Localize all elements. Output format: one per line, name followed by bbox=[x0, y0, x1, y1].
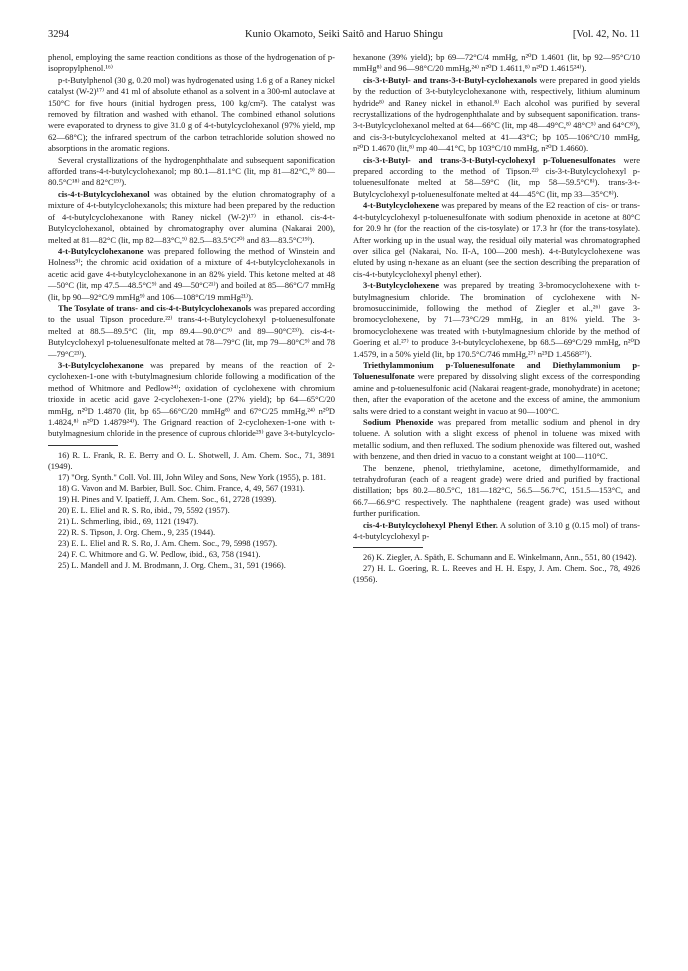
compound-heading: 4-t-Butylcyclohexanone bbox=[58, 245, 144, 256]
footnote: 23) E. L. Eliel and R. S. Ro, J. Am. Chem. Soc., 79, 5998 (1957). bbox=[58, 538, 278, 548]
compound-heading: 3-t-Butylcyclohexanone bbox=[58, 359, 144, 370]
footnote: 16) R. L. Frank, R. E. Berry and O. L. Shotwell, J. Am. Chem. Soc., 71, 3891 (1949). bbox=[48, 450, 335, 471]
footnote: 18) G. Vavon and M. Barbier, Bull. Soc. Chim. France, 4, 49, 567 (1931). bbox=[58, 483, 305, 493]
compound-heading: 3-t-Butylcyclohexene bbox=[363, 280, 440, 291]
paragraph-text: was prepared by means of the reaction of 2-cyclohexen-1-one with t-butylmagnesium chloride following a modification of the method of Whitmore and Pedlow²⁴⁾; oxidation of cyclohexene with chromium trioxide in acetic acid gave 2-cyclohexen-1-one (27% yield); bp 64—65°C/20 mmHg, n²⁰D 1.4870 (lit, bp 65—66°C/20 mmHg⁸⁾ and 67°C/25 mmHg,²⁴⁾ n²⁰D 1.4824,⁸⁾ n²⁰D 1.4879²⁴⁾). The Grignard reaction of 2-cyclohexen-1-one with t-butylmagnesium chloride in the presence of cuprous chloride²⁵⁾ gave 3-t-butylcyclo- bbox=[48, 359, 335, 439]
paragraph bbox=[353, 200, 640, 280]
paragraph: phenol, employing the same reaction conditions as those of the hydrogenation of p-isopropylphenol.¹⁶⁾ bbox=[48, 52, 335, 74]
paragraph bbox=[48, 246, 335, 303]
paragraph-text: was prepared by means of the E2 reaction of cis- or trans-4-t-butylcyclohexyl p-toluenesulfonate with sodium phenoxide in acetone at 80°C for 20.9 hr (for the reaction of the cis-tosylate) or 17.3 hr (for the trans-tosylate). After working up in the usual way, the residual oily material was chromatographed over silica gel (Nakarai, No. II-A, 100—200 mesh). 4-t-Butylcyclohexene was eluted by using n-hexane as an eluant (see the section describing the preparation of cis-4-t-butylcyclohexyl phenyl ether). bbox=[353, 200, 640, 279]
paragraph bbox=[353, 155, 640, 201]
compound-heading: The Tosylate of trans- and cis-4-t-Butylcyclohexanols bbox=[58, 302, 252, 313]
left-column bbox=[48, 52, 335, 571]
compound-heading: cis-3-t-Butyl- and trans-3-t-Butyl-cyclohexanols bbox=[363, 74, 537, 85]
footnote: 17) "Org. Synth." Coll. Vol. III, John Wiley and Sons, New York (1955), p. 181. bbox=[58, 472, 326, 482]
footnotes-right bbox=[353, 552, 640, 585]
footnote: 19) H. Pines and V. Ipatieff, J. Am. Chem. Soc., 61, 2728 (1939). bbox=[58, 494, 277, 504]
paragraph: p-t-Butylphenol (30 g, 0.20 mol) was hydrogenated using 1.6 g of a Raney nickel catalyst (W-2)¹⁷⁾ and 41 ml of absolute ethanol as a solvent in a 300-ml autoclave at 150°C for five hours (initial hydrogen press, 100 kg/cm²). The catalyst was removed by filtration and washed with ethanol. The combined ethanol solutions were evaporated to dryness to give 31.0 g of 4-t-butylcyclohexanol (97% yield, mp 62—68°C); the infrared spectrum of the carbon tetrachloride solution showed no absorptions in the aromatic regions. bbox=[48, 74, 335, 154]
paragraph bbox=[353, 280, 640, 360]
compound-heading: cis-3-t-Butyl- and trans-3-t-Butyl-cyclohexyl p-Toluenesulfonates bbox=[363, 154, 616, 165]
compound-heading: cis-4-t-Butylcyclohexyl Phenyl Ether. bbox=[363, 519, 498, 530]
paragraph-text: was prepared according to the usual Tipson procedure.²²⁾ trans-4-t-Butylcyclohexyl p-toluenesulfonate melted at 88.5—89.5°C (lit, mp 89.4—90.0°C⁹⁾ and 89—90°C²³⁾). cis-4-t-Butylcyclohexyl p-toluenesulfonate melted at 78—79°C (lit, mp 79—80°C⁹⁾ and 78—79°C²³⁾). bbox=[48, 302, 335, 359]
page-number: 3294 bbox=[48, 29, 69, 40]
compound-heading: Sodium Phenoxide bbox=[363, 417, 434, 427]
paragraph bbox=[48, 189, 335, 246]
footnote-divider bbox=[353, 547, 423, 548]
paragraph bbox=[353, 417, 640, 463]
paragraph-text: was prepared by treating 3-bromocyclohexene with t-butylmagnesium chloride. The bromination of cyclohexene with N-bromosuccinimide, following the method of Ziegler et al.,²⁶⁾ gave 3-bromocyclohexene, by 71—73°C/29 mmHg, in an 81% yield. The 3-bromocyclohexene was treated with t-butylmagnesium chloride by the method of Goering et al.²⁷⁾ to produce 3-t-butylcyclohexene, bp 68.5—69°C/29 mmHg, n²⁰D 1.4579, in a 50% yield (lit, bp 170.5°C/746 mmHg,²⁷⁾ n²⁵D 1.4568²⁷⁾). bbox=[353, 280, 640, 359]
paragraph-text: was obtained by the elution chromatography of a mixture of 4-t-butylcyclohexanols; this mixture had been prepared by the reduction of 4-t-butylcyclohexanone with Raney nickel (W-2)¹⁷⁾ in ethanol. cis-4-t-Butylcyclohexanol, obtained by chromatography over alumina (Nakarai 200), melted at 81—82°C (lit, mp 82—83°C,⁹⁾ 82.5—83.5°C²⁰⁾ and 83—83.5°C¹⁹⁾). bbox=[48, 188, 335, 245]
volume-info: [Vol. 42, No. 11 bbox=[572, 29, 640, 40]
paragraph bbox=[353, 75, 640, 155]
paragraph bbox=[48, 303, 335, 360]
paragraph: hexanone (39% yield); bp 69—72°C/4 mmHg, n²⁰D 1.4601 (lit, bp 92—95°C/10 mmHg⁸⁾ and 96—98°C/20 mmHg,²⁴⁾ n²⁰D 1.4611,⁸⁾ n²⁰D 1.4615²⁴⁾). bbox=[353, 52, 640, 74]
paragraph: Several crystallizations of the hydrogenphthalate and subsequent saponification afforded trans-4-t-butylcyclohexanol; mp 80.1—81.1°C (lit, mp 81—82°C,⁹⁾ 80—80.5°C¹⁸⁾ and 82°C¹⁹⁾). bbox=[48, 154, 335, 188]
footnote: 27) H. L. Goering, R. L. Reeves and H. H. Espy, J. Am. Chem. Soc., 78, 4926 (1956). bbox=[353, 564, 640, 585]
right-column bbox=[353, 52, 640, 585]
running-header bbox=[48, 28, 640, 42]
footnote-divider bbox=[48, 445, 118, 446]
compound-heading: Triethylammonium p-Toluenesulfonate and Diethylammonium p-Toluenesulfonate bbox=[353, 359, 640, 382]
footnote: 21) L. Schmerling, ibid., 69, 1121 (1947). bbox=[58, 516, 199, 526]
footnote: 26) K. Ziegler, A. Späth, E. Schumann and E. Winkelmann, Ann., 551, 80 (1942). bbox=[363, 553, 637, 563]
paragraph bbox=[48, 360, 335, 440]
paragraph: The benzene, phenol, triethylamine, acetone, dimethylformamide, and tetrahydrofuran (each of a reagent grade) were dried and purified by fractional distillation; bps 80.2—80.5°C, 181—182°C, 56.5—56.7°C, 151.5—153°C, and 66.7—66.9°C respectively. The naphthalene (reagent grade) was used without further purification. bbox=[353, 462, 640, 519]
footnote: 24) F. C. Whitmore and G. W. Pedlow, ibid., 63, 758 (1941). bbox=[58, 549, 261, 559]
footnotes-left bbox=[48, 450, 335, 571]
paragraph-text: were prepared by dissolving slight excess of the corresponding amine and p-toluenesulfonic acid (Nakarai reagent-grade, monohydrate) in acetone; then, after the evaporation of the acetone and the excess of amine, the ammonium salts were dried to a constant weight in vacuo at 90—100°C. bbox=[353, 371, 640, 416]
compound-heading: cis-4-t-Butylcyclohexanol bbox=[58, 188, 150, 199]
paragraph-text: A solution of 3.10 g (0.15 mol) of trans-4-t-butylcyclohexyl p- bbox=[353, 519, 640, 542]
paragraph-text: were prepared according to the method of Tipson.²²⁾ cis-3-t-Butylcyclohexyl p-toluenesulfonate melted at 58—59°C (lit, mp 58—59.5°C⁸⁾). trans-3-t-Butylcyclohexyl p-toluenesulfonate melted at 44—45°C (lit, mp 33—35°C⁸⁾). bbox=[353, 154, 641, 199]
footnote: 22) R. S. Tipson, J. Org. Chem., 9, 235 (1944). bbox=[58, 527, 216, 537]
compound-heading: 4-t-Butylcyclohexene bbox=[363, 200, 440, 211]
paragraph-text: was prepared following the method of Winstein and Holness⁹⁾; the chromic acid oxidation of a mixture of 4-t-butylcyclohexanols in acetic acid gave 4-t-butylcyclohexanone in an 82% yield. This ketone melted at 48—50°C (lit, mp 47.5—48.5°C⁹⁾ and 49—50°C²¹⁾) and boiled at 85—86°C/7 mmHg (lit, bp 90—92°C/9 mmHg⁹⁾ and 106—108°C/19 mmHg²¹⁾). bbox=[48, 245, 335, 302]
paragraph bbox=[353, 360, 640, 417]
paragraph bbox=[353, 520, 640, 543]
paragraph-text: was prepared from metallic sodium and phenol in dry toluene. A solution with a slight excess of phenol in toluene was mixed with metallic sodium, and then refluxed. The sodium phenoxide was filtered out, washed with benzene, and then dried in vacuo to a constant weight at 100—110°C. bbox=[353, 417, 641, 462]
footnote: 20) E. L. Eliel and R. S. Ro, ibid., 79, 5592 (1957). bbox=[58, 505, 230, 515]
footnote: 25) L. Mandell and J. M. Brodmann, J. Org. Chem., 31, 591 (1966). bbox=[58, 560, 286, 570]
running-authors: Kunio Okamoto, Seiki Saitô and Haruo Shingu bbox=[244, 29, 444, 40]
paragraph-text: were prepared in good yields by the reduction of 3-t-butylcyclohexanone with, respectively, lithium aluminum hydride⁸⁾ and Raney nickel in ethanol.⁸⁾ Each alcohol was purified by several recrystallizations of the hydrogenphthalate and by subsequent saponification. trans-3-t-Butylcyclohexanol melted at 64—66°C (lit, mp 48—49°C,⁸⁾ 48°C⁵⁾ and 64°C⁸⁾), and cis-3-t-butylcyclohexanol melted at 41—43°C; bp 105—106°C/10 mmHg, n²⁰D 1.4670 (lit,⁸⁾ mp 40—41°C, bp 103°C/10 mmHg, n²⁰D 1.4660). bbox=[353, 74, 640, 154]
